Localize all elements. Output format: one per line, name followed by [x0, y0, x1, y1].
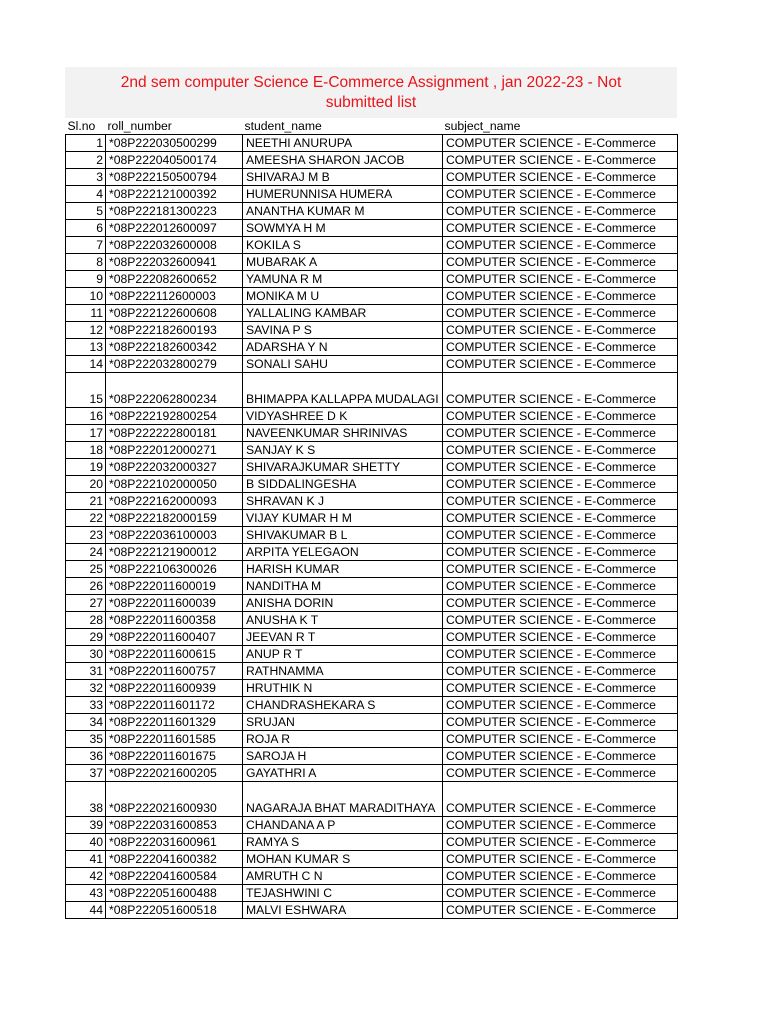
cell-roll-number: *08P222182600342: [106, 339, 243, 356]
cell-slno: 11: [66, 305, 106, 322]
cell-roll-number: *08P222032600008: [106, 237, 243, 254]
cell-slno: 14: [66, 356, 106, 373]
cell-roll-number: *08P222182600193: [106, 322, 243, 339]
cell-slno: 43: [66, 885, 106, 902]
cell-slno: 30: [66, 646, 106, 663]
cell-roll-number: *08P222051600518: [106, 902, 243, 919]
cell-subject-name: COMPUTER SCIENCE - E-Commerce: [443, 748, 678, 765]
cell-subject-name: COMPUTER SCIENCE - E-Commerce: [443, 612, 678, 629]
table-row: [66, 851, 678, 868]
cell-student-name: ADARSHA Y N: [243, 339, 443, 356]
cell-subject-name: COMPUTER SCIENCE - E-Commerce: [443, 220, 678, 237]
cell-student-name: RAMYA S: [243, 834, 443, 851]
cell-slno: 40: [66, 834, 106, 851]
cell-slno: 6: [66, 220, 106, 237]
cell-roll-number: *08P222011600939: [106, 680, 243, 697]
cell-roll-number: *08P222011601675: [106, 748, 243, 765]
cell-slno: 27: [66, 595, 106, 612]
cell-slno: 36: [66, 748, 106, 765]
cell-subject-name: COMPUTER SCIENCE - E-Commerce: [443, 868, 678, 885]
cell-slno: 35: [66, 731, 106, 748]
table-row: [66, 322, 678, 339]
cell-student-name: AMRUTH C N: [243, 868, 443, 885]
spreadsheet: [65, 67, 677, 919]
header-student-name: student_name: [244, 119, 322, 133]
cell-student-name: HARISH KUMAR: [243, 561, 443, 578]
table-row: [66, 748, 678, 765]
not-submitted-table: [65, 118, 678, 919]
table-row: [66, 731, 678, 748]
title-line-1: 2nd sem computer Science E-Commerce Assignment , jan 2022-23 - Not: [120, 74, 622, 91]
cell-slno: 39: [66, 817, 106, 834]
cell-slno: 42: [66, 868, 106, 885]
cell-subject-name: COMPUTER SCIENCE - E-Commerce: [443, 680, 678, 697]
cell-roll-number: *08P222036100003: [106, 527, 243, 544]
cell-slno: 29: [66, 629, 106, 646]
cell-slno: 25: [66, 561, 106, 578]
cell-student-name: RATHNAMMA: [243, 663, 443, 680]
cell-slno: 7: [66, 237, 106, 254]
cell-student-name: GAYATHRI A: [243, 765, 443, 782]
cell-roll-number: *08P222012600097: [106, 220, 243, 237]
cell-student-name: ARPITA YELEGAON: [243, 544, 443, 561]
title-block: [65, 67, 677, 118]
table-row: [66, 442, 678, 459]
cell-student-name: NAVEENKUMAR SHRINIVAS: [243, 425, 443, 442]
table-row: [66, 356, 678, 373]
cell-student-name: KOKILA S: [243, 237, 443, 254]
table-row: [66, 765, 678, 782]
cell-student-name: MUBARAK A: [243, 254, 443, 271]
cell-slno: 2: [66, 152, 106, 169]
cell-roll-number: *08P222030500299: [106, 135, 243, 152]
cell-student-name: SHRAVAN K J: [243, 493, 443, 510]
cell-slno: 38: [66, 782, 106, 817]
cell-subject-name: COMPUTER SCIENCE - E-Commerce: [443, 595, 678, 612]
table-row: [66, 237, 678, 254]
cell-slno: 37: [66, 765, 106, 782]
table-row: [66, 561, 678, 578]
cell-subject-name: COMPUTER SCIENCE - E-Commerce: [443, 408, 678, 425]
cell-student-name: SAROJA H: [243, 748, 443, 765]
table-row: [66, 510, 678, 527]
cell-student-name: SONALI SAHU: [243, 356, 443, 373]
table-row: [66, 527, 678, 544]
cell-student-name: SHIVARAJKUMAR SHETTY: [243, 459, 443, 476]
cell-slno: 1: [66, 135, 106, 152]
table-row: [66, 782, 678, 817]
cell-roll-number: *08P222150500794: [106, 169, 243, 186]
cell-roll-number: *08P222121000392: [106, 186, 243, 203]
cell-subject-name: COMPUTER SCIENCE - E-Commerce: [443, 169, 678, 186]
cell-subject-name: COMPUTER SCIENCE - E-Commerce: [443, 697, 678, 714]
table-row: [66, 697, 678, 714]
cell-student-name: ANUP R T: [243, 646, 443, 663]
cell-subject-name: COMPUTER SCIENCE - E-Commerce: [443, 442, 678, 459]
table-row: [66, 459, 678, 476]
table-row: [66, 578, 678, 595]
cell-student-name: MALVI ESHWARA: [243, 902, 443, 919]
cell-roll-number: *08P222106300026: [106, 561, 243, 578]
table-row: [66, 595, 678, 612]
cell-slno: 18: [66, 442, 106, 459]
table-row: [66, 271, 678, 288]
cell-student-name: YALLALING KAMBAR: [243, 305, 443, 322]
cell-subject-name: COMPUTER SCIENCE - E-Commerce: [443, 322, 678, 339]
cell-subject-name: COMPUTER SCIENCE - E-Commerce: [443, 373, 678, 408]
table-row: [66, 339, 678, 356]
cell-slno: 44: [66, 902, 106, 919]
cell-student-name: BHIMAPPA KALLAPPA MUDALAGI: [243, 373, 443, 408]
cell-slno: 31: [66, 663, 106, 680]
cell-subject-name: COMPUTER SCIENCE - E-Commerce: [443, 731, 678, 748]
cell-subject-name: COMPUTER SCIENCE - E-Commerce: [443, 646, 678, 663]
cell-slno: 20: [66, 476, 106, 493]
cell-slno: 5: [66, 203, 106, 220]
cell-roll-number: *08P222031600853: [106, 817, 243, 834]
cell-subject-name: COMPUTER SCIENCE - E-Commerce: [443, 885, 678, 902]
cell-subject-name: COMPUTER SCIENCE - E-Commerce: [443, 339, 678, 356]
cell-subject-name: COMPUTER SCIENCE - E-Commerce: [443, 254, 678, 271]
cell-roll-number: *08P222021600930: [106, 782, 243, 817]
table-row: [66, 680, 678, 697]
cell-slno: 41: [66, 851, 106, 868]
header-slno: Sl.no: [67, 119, 96, 133]
cell-roll-number: *08P222011600407: [106, 629, 243, 646]
cell-subject-name: COMPUTER SCIENCE - E-Commerce: [443, 817, 678, 834]
cell-subject-name: COMPUTER SCIENCE - E-Commerce: [443, 510, 678, 527]
cell-roll-number: *08P222032600941: [106, 254, 243, 271]
table-row: [66, 220, 678, 237]
cell-roll-number: *08P222011601585: [106, 731, 243, 748]
table-row: [66, 612, 678, 629]
cell-slno: 19: [66, 459, 106, 476]
cell-student-name: AMEESHA SHARON JACOB: [243, 152, 443, 169]
cell-roll-number: *08P222192800254: [106, 408, 243, 425]
cell-subject-name: COMPUTER SCIENCE - E-Commerce: [443, 493, 678, 510]
cell-roll-number: *08P222012000271: [106, 442, 243, 459]
cell-slno: 9: [66, 271, 106, 288]
cell-subject-name: COMPUTER SCIENCE - E-Commerce: [443, 305, 678, 322]
cell-subject-name: COMPUTER SCIENCE - E-Commerce: [443, 714, 678, 731]
cell-subject-name: COMPUTER SCIENCE - E-Commerce: [443, 203, 678, 220]
cell-roll-number: *08P222102000050: [106, 476, 243, 493]
table-row: [66, 408, 678, 425]
table-row: [66, 476, 678, 493]
table-row: [66, 186, 678, 203]
cell-student-name: SAVINA P S: [243, 322, 443, 339]
cell-subject-name: COMPUTER SCIENCE - E-Commerce: [443, 782, 678, 817]
table-row: [66, 885, 678, 902]
table-row: [66, 663, 678, 680]
cell-subject-name: COMPUTER SCIENCE - E-Commerce: [443, 271, 678, 288]
cell-slno: 17: [66, 425, 106, 442]
cell-slno: 4: [66, 186, 106, 203]
cell-student-name: NANDITHA M: [243, 578, 443, 595]
cell-subject-name: COMPUTER SCIENCE - E-Commerce: [443, 851, 678, 868]
cell-subject-name: COMPUTER SCIENCE - E-Commerce: [443, 902, 678, 919]
cell-roll-number: *08P222032000327: [106, 459, 243, 476]
table-row: [66, 493, 678, 510]
table-row: [66, 305, 678, 322]
cell-student-name: HRUTHIK N: [243, 680, 443, 697]
title-line-2: submitted list: [325, 94, 417, 111]
cell-roll-number: *08P222051600488: [106, 885, 243, 902]
cell-subject-name: COMPUTER SCIENCE - E-Commerce: [443, 459, 678, 476]
cell-roll-number: *08P222082600652: [106, 271, 243, 288]
table-row: [66, 868, 678, 885]
cell-slno: 28: [66, 612, 106, 629]
cell-slno: 8: [66, 254, 106, 271]
cell-slno: 3: [66, 169, 106, 186]
cell-student-name: SRUJAN: [243, 714, 443, 731]
cell-roll-number: *08P222011601329: [106, 714, 243, 731]
cell-roll-number: *08P222112600003: [106, 288, 243, 305]
table-row: [66, 834, 678, 851]
cell-roll-number: *08P222011601172: [106, 697, 243, 714]
table-row: [66, 254, 678, 271]
cell-slno: 33: [66, 697, 106, 714]
cell-student-name: SOWMYA H M: [243, 220, 443, 237]
cell-roll-number: *08P222121900012: [106, 544, 243, 561]
table-row: [66, 817, 678, 834]
cell-roll-number: *08P222041600382: [106, 851, 243, 868]
header-row: [66, 118, 678, 135]
cell-slno: 34: [66, 714, 106, 731]
table-row: [66, 203, 678, 220]
cell-student-name: SANJAY K S: [243, 442, 443, 459]
cell-student-name: ANISHA DORIN: [243, 595, 443, 612]
cell-subject-name: COMPUTER SCIENCE - E-Commerce: [443, 356, 678, 373]
cell-slno: 22: [66, 510, 106, 527]
cell-roll-number: *08P222031600961: [106, 834, 243, 851]
cell-student-name: VIDYASHREE D K: [243, 408, 443, 425]
cell-subject-name: COMPUTER SCIENCE - E-Commerce: [443, 186, 678, 203]
cell-roll-number: *08P222222800181: [106, 425, 243, 442]
cell-roll-number: *08P222011600757: [106, 663, 243, 680]
header-subject-name: subject_name: [444, 119, 521, 133]
cell-subject-name: COMPUTER SCIENCE - E-Commerce: [443, 765, 678, 782]
cell-subject-name: COMPUTER SCIENCE - E-Commerce: [443, 288, 678, 305]
cell-subject-name: COMPUTER SCIENCE - E-Commerce: [443, 663, 678, 680]
cell-slno: 12: [66, 322, 106, 339]
cell-subject-name: COMPUTER SCIENCE - E-Commerce: [443, 561, 678, 578]
cell-student-name: VIJAY KUMAR H M: [243, 510, 443, 527]
table-row: [66, 288, 678, 305]
table-row: [66, 425, 678, 442]
cell-student-name: ROJA R: [243, 731, 443, 748]
cell-roll-number: *08P222122600608: [106, 305, 243, 322]
cell-student-name: ANANTHA KUMAR M: [243, 203, 443, 220]
cell-slno: 10: [66, 288, 106, 305]
cell-roll-number: *08P222011600358: [106, 612, 243, 629]
cell-slno: 13: [66, 339, 106, 356]
cell-student-name: MONIKA M U: [243, 288, 443, 305]
cell-subject-name: COMPUTER SCIENCE - E-Commerce: [443, 629, 678, 646]
cell-slno: 24: [66, 544, 106, 561]
cell-subject-name: COMPUTER SCIENCE - E-Commerce: [443, 476, 678, 493]
cell-student-name: NAGARAJA BHAT MARADITHAYA: [243, 782, 443, 817]
cell-student-name: CHANDANA A P: [243, 817, 443, 834]
cell-subject-name: COMPUTER SCIENCE - E-Commerce: [443, 544, 678, 561]
cell-student-name: SHIVARAJ M B: [243, 169, 443, 186]
table-row: [66, 544, 678, 561]
table-row: [66, 714, 678, 731]
table-row: [66, 629, 678, 646]
cell-subject-name: COMPUTER SCIENCE - E-Commerce: [443, 135, 678, 152]
header-roll-number: roll_number: [107, 119, 172, 133]
cell-slno: 15: [66, 373, 106, 408]
cell-roll-number: *08P222062800234: [106, 373, 243, 408]
cell-roll-number: *08P222011600615: [106, 646, 243, 663]
cell-slno: 21: [66, 493, 106, 510]
cell-student-name: CHANDRASHEKARA S: [243, 697, 443, 714]
table-row: [66, 152, 678, 169]
cell-slno: 32: [66, 680, 106, 697]
table-row: [66, 646, 678, 663]
cell-student-name: HUMERUNNISA HUMERA: [243, 186, 443, 203]
cell-roll-number: *08P222011600019: [106, 578, 243, 595]
cell-roll-number: *08P222162000093: [106, 493, 243, 510]
cell-student-name: SHIVAKUMAR B L: [243, 527, 443, 544]
cell-roll-number: *08P222182000159: [106, 510, 243, 527]
cell-roll-number: *08P222011600039: [106, 595, 243, 612]
cell-slno: 16: [66, 408, 106, 425]
cell-roll-number: *08P222032800279: [106, 356, 243, 373]
table-row: [66, 135, 678, 152]
cell-subject-name: COMPUTER SCIENCE - E-Commerce: [443, 152, 678, 169]
table-row: [66, 169, 678, 186]
cell-roll-number: *08P222041600584: [106, 868, 243, 885]
table-row: [66, 902, 678, 919]
cell-student-name: YAMUNA R M: [243, 271, 443, 288]
cell-subject-name: COMPUTER SCIENCE - E-Commerce: [443, 527, 678, 544]
cell-subject-name: COMPUTER SCIENCE - E-Commerce: [443, 237, 678, 254]
cell-student-name: MOHAN KUMAR S: [243, 851, 443, 868]
table-row: [66, 373, 678, 408]
cell-slno: 23: [66, 527, 106, 544]
cell-slno: 26: [66, 578, 106, 595]
cell-student-name: B SIDDALINGESHA: [243, 476, 443, 493]
cell-student-name: TEJASHWINI C: [243, 885, 443, 902]
cell-student-name: NEETHI ANURUPA: [243, 135, 443, 152]
cell-roll-number: *08P222181300223: [106, 203, 243, 220]
cell-subject-name: COMPUTER SCIENCE - E-Commerce: [443, 425, 678, 442]
cell-roll-number: *08P222021600205: [106, 765, 243, 782]
cell-student-name: JEEVAN R T: [243, 629, 443, 646]
cell-student-name: ANUSHA K T: [243, 612, 443, 629]
cell-subject-name: COMPUTER SCIENCE - E-Commerce: [443, 578, 678, 595]
cell-subject-name: COMPUTER SCIENCE - E-Commerce: [443, 834, 678, 851]
cell-roll-number: *08P222040500174: [106, 152, 243, 169]
